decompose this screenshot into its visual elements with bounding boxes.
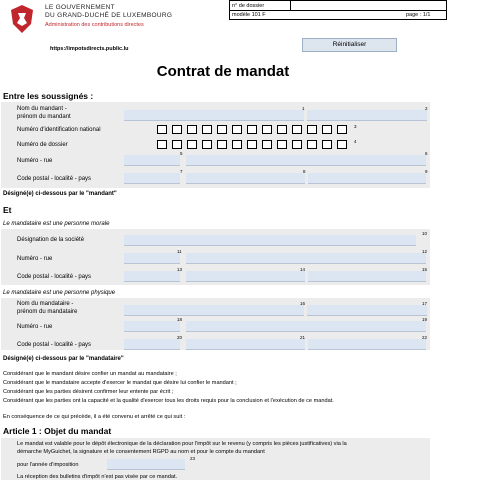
mandataire-firstname-field[interactable] bbox=[307, 305, 427, 316]
digit-box[interactable] bbox=[337, 125, 347, 134]
physical-street-number-field[interactable] bbox=[124, 321, 180, 332]
physical-person-intro: Le mandataire est une personne physique bbox=[3, 290, 116, 296]
field-number: 18 bbox=[177, 317, 183, 322]
dossier-number-input[interactable] bbox=[157, 140, 353, 149]
mandant-name-field[interactable] bbox=[124, 110, 304, 121]
dossier-table bbox=[229, 0, 447, 20]
field-number: 21 bbox=[300, 335, 306, 340]
digit-box[interactable] bbox=[262, 140, 272, 149]
digit-box[interactable] bbox=[157, 125, 167, 134]
article-1-last-line: La réception des bulletins d'impôt n'est pas visée par ce mandat. bbox=[17, 474, 178, 480]
physical-locality-field[interactable] bbox=[186, 339, 305, 350]
digit-box[interactable] bbox=[202, 140, 212, 149]
field-number: 7 bbox=[180, 169, 183, 174]
digit-box[interactable] bbox=[247, 140, 257, 149]
mandant-firstname-field[interactable] bbox=[307, 110, 427, 121]
field-number: 19 bbox=[422, 317, 428, 322]
article-1-text-2: démarche MyGuichet, la signature et le consentement RGPD au nom et pour le compte du mandant bbox=[17, 449, 265, 455]
field-number: 14 bbox=[300, 267, 306, 272]
page-label: page : 1/1 bbox=[406, 12, 431, 18]
field-number: 9 bbox=[425, 169, 428, 174]
dossier-number-label: Numéro de dossier bbox=[17, 142, 68, 148]
mandant-street-label: Numéro - rue bbox=[17, 158, 53, 164]
mandant-street-number-field[interactable] bbox=[124, 155, 180, 166]
article-1-text-1: Le mandat est valable pour le dépôt électronique de la déclaration pour l'impôt sur le revenu (y compris les pièces justificatives) via la bbox=[17, 441, 347, 447]
digit-box[interactable] bbox=[307, 125, 317, 134]
field-number: 8 bbox=[303, 169, 306, 174]
field-number: 16 bbox=[300, 301, 306, 306]
moral-locality-field[interactable] bbox=[186, 271, 305, 282]
field-number: 5 bbox=[180, 151, 183, 156]
company-label: Désignation de la société bbox=[17, 237, 85, 243]
field-number: 11 bbox=[177, 249, 182, 254]
article-1-heading: Article 1 : Objet du mandat bbox=[3, 426, 112, 436]
digit-box[interactable] bbox=[277, 140, 287, 149]
mandataire-firstname-label: prénom du mandataire bbox=[17, 309, 78, 315]
physical-postal-code-field[interactable] bbox=[124, 339, 180, 350]
mandataire-name-field[interactable] bbox=[124, 305, 304, 316]
physical-country-field[interactable] bbox=[308, 339, 426, 350]
mandant-firstname-label: prénom du mandant bbox=[17, 114, 71, 120]
field-number: 20 bbox=[177, 335, 183, 340]
consideration-3: Considérant que les parties désirent confirmer leur entente par écrit ; bbox=[3, 389, 174, 395]
tax-year-field[interactable] bbox=[107, 459, 185, 470]
company-field[interactable] bbox=[124, 235, 416, 246]
moral-country-field[interactable] bbox=[308, 271, 426, 282]
digit-box[interactable] bbox=[292, 125, 302, 134]
tax-year-label: pour l'année d'imposition bbox=[17, 462, 79, 468]
physical-street-field[interactable] bbox=[186, 321, 426, 332]
mandant-name-label: Nom du mandant - bbox=[17, 106, 67, 112]
org-line-3: Administration des contributions directes bbox=[45, 22, 144, 28]
moral-street-field[interactable] bbox=[186, 253, 426, 264]
section-heading-et: Et bbox=[3, 205, 12, 215]
mandant-street-field[interactable] bbox=[186, 155, 426, 166]
consideration-4: Considérant que les parties ont la capacité et la qualité d'exercer tous les droits requis pour la conclusion et l'exécution de ce mandat. bbox=[3, 398, 334, 404]
digit-box[interactable] bbox=[277, 125, 287, 134]
designated-mandant: Désigné(e) ci-dessous par le "mandant" bbox=[3, 191, 117, 197]
consideration-2: Considérant que le mandataire accepte d'exercer le mandat que désire lui confier le mandant ; bbox=[3, 380, 237, 386]
digit-box[interactable] bbox=[232, 125, 242, 134]
mandant-locality-field[interactable] bbox=[186, 173, 305, 184]
field-number: 22 bbox=[422, 335, 428, 340]
mandant-postal-label: Code postal - localité - pays bbox=[17, 176, 92, 182]
physical-postal-label: Code postal - localité - pays bbox=[17, 342, 92, 348]
national-id-label: Numéro d'identification national bbox=[17, 127, 101, 133]
digit-box[interactable] bbox=[232, 140, 242, 149]
field-number: 3 bbox=[354, 124, 357, 129]
dossier-label: n° de dossier bbox=[232, 3, 265, 9]
page-title: Contrat de mandat bbox=[156, 63, 290, 80]
moral-street-number-field[interactable] bbox=[124, 253, 180, 264]
field-number: 1 bbox=[302, 106, 305, 111]
national-id-input[interactable] bbox=[157, 125, 353, 134]
digit-box[interactable] bbox=[187, 140, 197, 149]
digit-box[interactable] bbox=[247, 125, 257, 134]
digit-box[interactable] bbox=[322, 125, 332, 134]
field-number: 4 bbox=[354, 139, 357, 144]
digit-box[interactable] bbox=[217, 125, 227, 134]
digit-box[interactable] bbox=[292, 140, 302, 149]
moral-person-intro: Le mandataire est une personne morale bbox=[3, 221, 110, 227]
table-divider bbox=[230, 10, 446, 11]
digit-box[interactable] bbox=[307, 140, 317, 149]
digit-box[interactable] bbox=[217, 140, 227, 149]
consequence-text: En conséquence de ce qui précède, il a été convenu et arrêté ce qui suit : bbox=[3, 414, 186, 420]
digit-box[interactable] bbox=[322, 140, 332, 149]
digit-box[interactable] bbox=[337, 140, 347, 149]
field-number: 2 bbox=[425, 106, 428, 111]
mandataire-name-label: Nom du mandataire - bbox=[17, 301, 74, 307]
section-heading-soussignes: Entre les soussignés : bbox=[3, 91, 94, 101]
digit-box[interactable] bbox=[187, 125, 197, 134]
field-number: 6 bbox=[425, 151, 428, 156]
consideration-1: Considérant que le mandant désire confier un mandat au mandataire ; bbox=[3, 371, 177, 377]
reset-button[interactable]: Réinitialiser bbox=[302, 38, 397, 52]
org-line-2: DU GRAND-DUCHÉ DE LUXEMBOURG bbox=[45, 12, 173, 19]
model-label: modèle 101 F bbox=[232, 12, 266, 18]
mandant-country-field[interactable] bbox=[308, 173, 426, 184]
designated-mandataire: Désigné(e) ci-dessous par le "mandataire" bbox=[3, 356, 124, 362]
field-number: 13 bbox=[177, 267, 183, 272]
mandant-postal-code-field[interactable] bbox=[124, 173, 180, 184]
government-logo bbox=[9, 4, 35, 34]
field-number: 10 bbox=[422, 231, 428, 236]
field-number: 15 bbox=[422, 267, 428, 272]
moral-street-label: Numéro - rue bbox=[17, 256, 53, 262]
website-link[interactable]: https://impotsdirects.public.lu bbox=[50, 46, 129, 52]
digit-box[interactable] bbox=[172, 140, 182, 149]
lion-crest-icon bbox=[9, 4, 35, 34]
moral-postal-label: Code postal - localité - pays bbox=[17, 274, 92, 280]
digit-box[interactable] bbox=[262, 125, 272, 134]
digit-box[interactable] bbox=[172, 125, 182, 134]
physical-street-label: Numéro - rue bbox=[17, 324, 53, 330]
moral-postal-code-field[interactable] bbox=[124, 271, 180, 282]
table-divider bbox=[290, 1, 291, 10]
org-line-1: LE GOUVERNEMENT bbox=[45, 4, 115, 11]
digit-box[interactable] bbox=[202, 125, 212, 134]
field-number: 17 bbox=[422, 301, 428, 306]
field-number: 12 bbox=[422, 249, 428, 254]
digit-box[interactable] bbox=[157, 140, 167, 149]
field-number: 23 bbox=[190, 456, 196, 461]
